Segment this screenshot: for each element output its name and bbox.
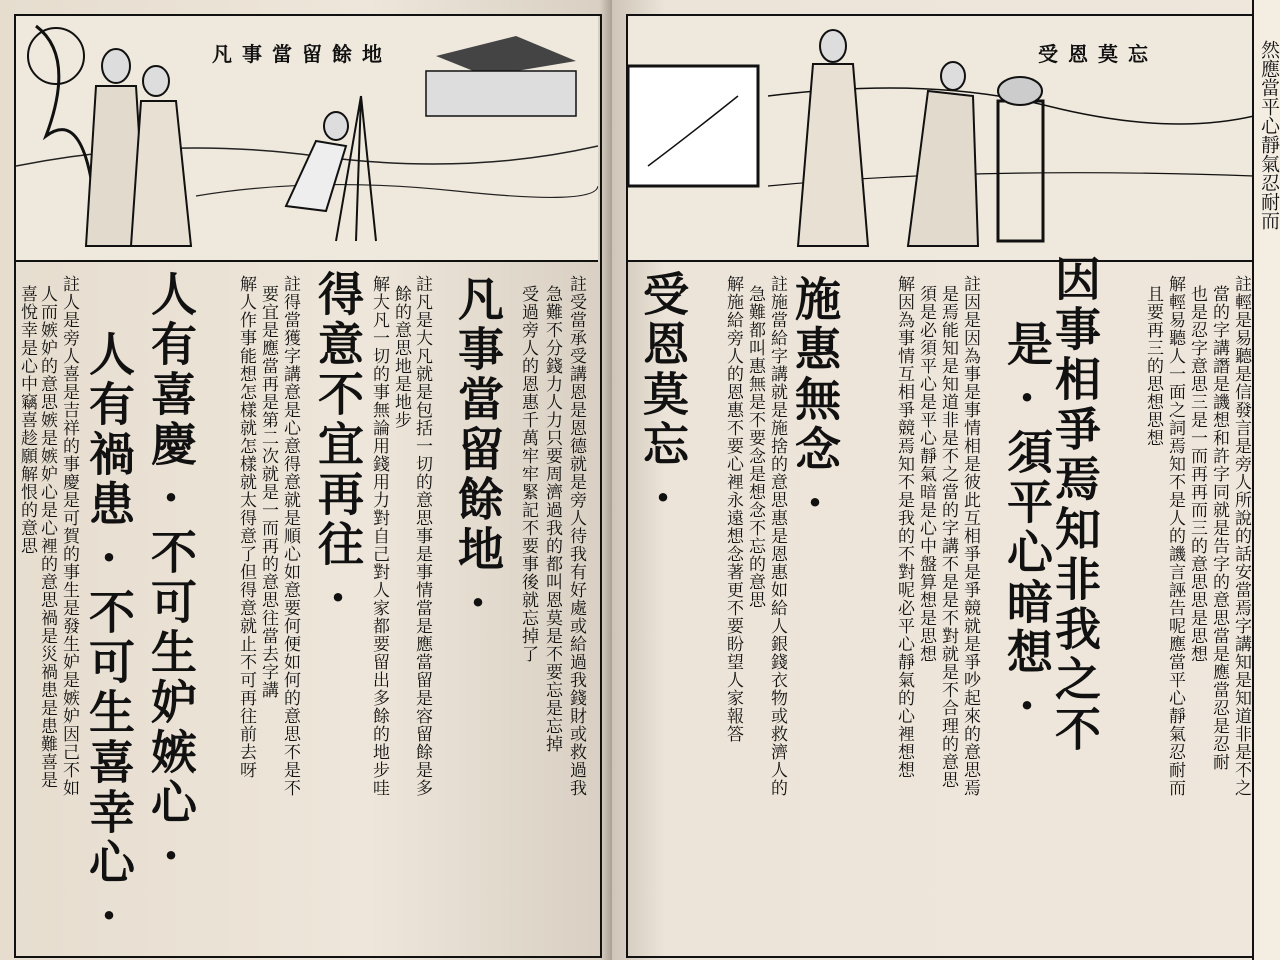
left-page: [0, 0, 612, 960]
right-text-col-3: 也是忍字意思三是一而再再而三的意思思是思想: [1187, 285, 1207, 663]
right-big-line-2: 是·須平心暗想·: [1000, 320, 1054, 736]
left-text-col-12: 喜悅幸是心中竊喜趁願解恨的意思: [17, 285, 37, 555]
right-text-col-5: 且要再三的思想思想: [1143, 285, 1163, 447]
right-text-col-12: 解施給旁人的恩惠不要心裡永遠想念著更不要盼望人家報答: [723, 275, 743, 743]
right-text-col-9: 解因為事情互相爭競焉知不是我的不對呢必平心靜氣的心裡想想: [894, 275, 914, 779]
right-big-line-4: 受恩莫忘·: [636, 270, 690, 528]
left-text-col-5: 餘的意思地是地步: [391, 285, 411, 429]
next-page-edge-text: 然應當平心靜氣忍耐而: [1258, 40, 1280, 230]
left-text-col-6: 解大凡一切的事無論用錢用力對自己對人家都要留出多餘的地步哇: [369, 275, 389, 797]
right-text-col-6: 註因是因為事是事情相是彼此互相爭是爭競就是爭吵起來的意思焉: [960, 275, 980, 797]
right-text-col-2: 當的字講譖是譏想和許字同就是告字的意思當是應當忍是忍耐: [1209, 285, 1229, 771]
right-big-line-3: 施惠無念·: [788, 275, 842, 533]
left-text-col-1: 註受當承受講恩是恩德就是旁人待我有好處或給過我錢財或救過我: [566, 275, 586, 797]
right-illustration-drawing: [628, 16, 1254, 260]
left-text-col-8: 要宜是應當再是第二次就是一而再的意思往當去字講: [258, 285, 278, 699]
right-text-col-11: 急難都叫惠無是不要念是想念不忘的意思: [745, 285, 765, 609]
left-big-line-4: 人有禍患·不可生喜幸心·: [82, 330, 136, 946]
right-illustration: [628, 16, 1254, 262]
right-text-col-1: 註輕是易聽是信發言是旁人所說的話安當焉字講知是知道非是不之: [1231, 275, 1251, 797]
right-text-col-7: 是焉能知是知道非是不之當的字講不是是不對就是不合理的意思: [938, 285, 958, 789]
left-caption: 凡事當留餘地: [212, 42, 392, 66]
left-big-line-1: 凡事當留餘地·: [451, 275, 505, 633]
right-caption: 受恩莫忘: [1038, 42, 1158, 66]
right-page: [612, 0, 1280, 960]
right-text-col-10: 註施當給字講就是施捨的意思惠是恩惠如給人銀錢衣物或救濟人的: [767, 275, 787, 797]
left-illustration: [16, 16, 598, 262]
right-text-col-8: 須是必須平心是平心靜氣暗是心中盤算想是思想: [916, 285, 936, 663]
left-big-line-2: 得意不宜再往·: [311, 270, 365, 628]
left-big-line-3: 人有喜慶·不可生妒嫉心·: [144, 270, 198, 886]
right-big-line-1: 因事相爭焉知非我之不: [1048, 255, 1102, 755]
left-text-col-2: 急難不分錢力人力只要周濟過我的都叫恩莫是不要忘是忘掉: [542, 285, 562, 753]
left-text-col-3: 受過旁人的恩惠千萬牢牢緊記不要事後就忘掉了: [518, 285, 538, 663]
left-text-col-4: 註凡是大凡就是包括一切的意思事是事情當是應當留是容留餘是多: [412, 275, 432, 797]
left-text-col-11: 人而嫉妒的意思嫉是嫉妒心是心裡的意思禍是災禍患是患難喜是: [37, 285, 57, 789]
left-text-col-10: 註人是旁人喜是吉祥的事慶是可賀的事生是發生妒是嫉妒因己不如: [59, 275, 79, 797]
left-text-col-9: 解人作事能想怎樣就怎樣就太得意了但得意就止不可再往前去呀: [236, 275, 256, 779]
next-page-edge: [1252, 0, 1280, 960]
right-text-col-4: 解輕易聽人一面之詞焉知不是人的譏言誣告呢應當平心靜氣忍耐而: [1165, 275, 1185, 797]
left-text-col-7: 註得當獲字講意是心意得意就是順心如意要何便如何的意思不是不: [280, 275, 300, 797]
